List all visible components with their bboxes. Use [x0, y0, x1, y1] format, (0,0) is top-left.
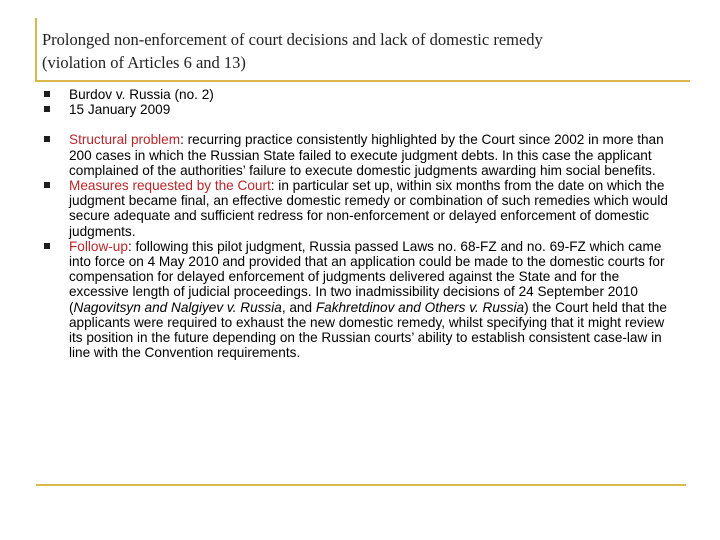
left-accent-rule: [35, 18, 37, 80]
list-item-follow-up: [40, 239, 680, 361]
list-item-case-name: [40, 87, 680, 102]
measures-label: Measures requested by the Court: [69, 178, 271, 194]
follow-up-text-1: : following this pilot judgment, Russia passed Laws no. 68-FZ and no. 69-FZ which came into force on 4 May 2010 and provided that an application could be made to the domestic courts for compensation for delayed enforcement of judgments delivered against the State and for the excessive length of judicial proceedings. In two inadmissibility decisions of 24 September 2010 (: [69, 238, 665, 315]
title-line-2: (violation of Articles 6 and 13): [42, 53, 246, 72]
list-item-structural-problem: [40, 132, 680, 178]
follow-up-case-1: Nagovitsyn and Nalgiyev v. Russia: [73, 299, 282, 315]
case-date: 15 January 2009: [69, 102, 171, 118]
case-name: Burdov v. Russia (no. 2): [69, 87, 214, 102]
slide-title: [42, 28, 702, 74]
structural-problem-label: Structural problem: [69, 132, 181, 148]
follow-up-text-3: ) the Court held that the applicants were required to exhaust the new domestic remedy, whilst specifying that it might review its position in the future depending on the Russian courts’ ability to establish consistent case-law in line with the Convention requirements.: [69, 299, 667, 361]
square-bullet-icon: [44, 106, 50, 112]
follow-up-label: Follow-up: [69, 238, 128, 254]
measures-text: : in particular set up, within six months from the date on which the judgment became final, an effective domestic remedy or combination of such remedies which would secure adequate and sufficient redress for non-enforcement or delayed enforcement of domestic judgments.: [69, 178, 668, 239]
square-bullet-icon: [44, 91, 50, 97]
title-underline-rule: [35, 80, 690, 82]
title-line-1: Prolonged non-enforcement of court decisions and lack of domestic remedy: [42, 30, 543, 49]
follow-up-case-2: Fakhretdinov and Others v. Russia: [315, 299, 525, 315]
footer-rule: [36, 484, 686, 486]
case-heading: [40, 87, 680, 117]
list-item-case-date: [40, 102, 680, 117]
structural-problem-text: : recurring practice consistently highlighted by the Court since 2002 in more than 200 cases in which the Russian State failed to execute judgment debts. In this case the applicant complained of the authorities’ failure to execute domestic judgments awarding him social benefits.: [69, 132, 664, 178]
slide-content: [40, 87, 680, 360]
square-bullet-icon: [44, 182, 50, 188]
square-bullet-icon: [44, 243, 50, 249]
follow-up-text-2: , and: [281, 299, 316, 315]
square-bullet-icon: [44, 136, 50, 142]
list-item-measures: [40, 178, 680, 239]
